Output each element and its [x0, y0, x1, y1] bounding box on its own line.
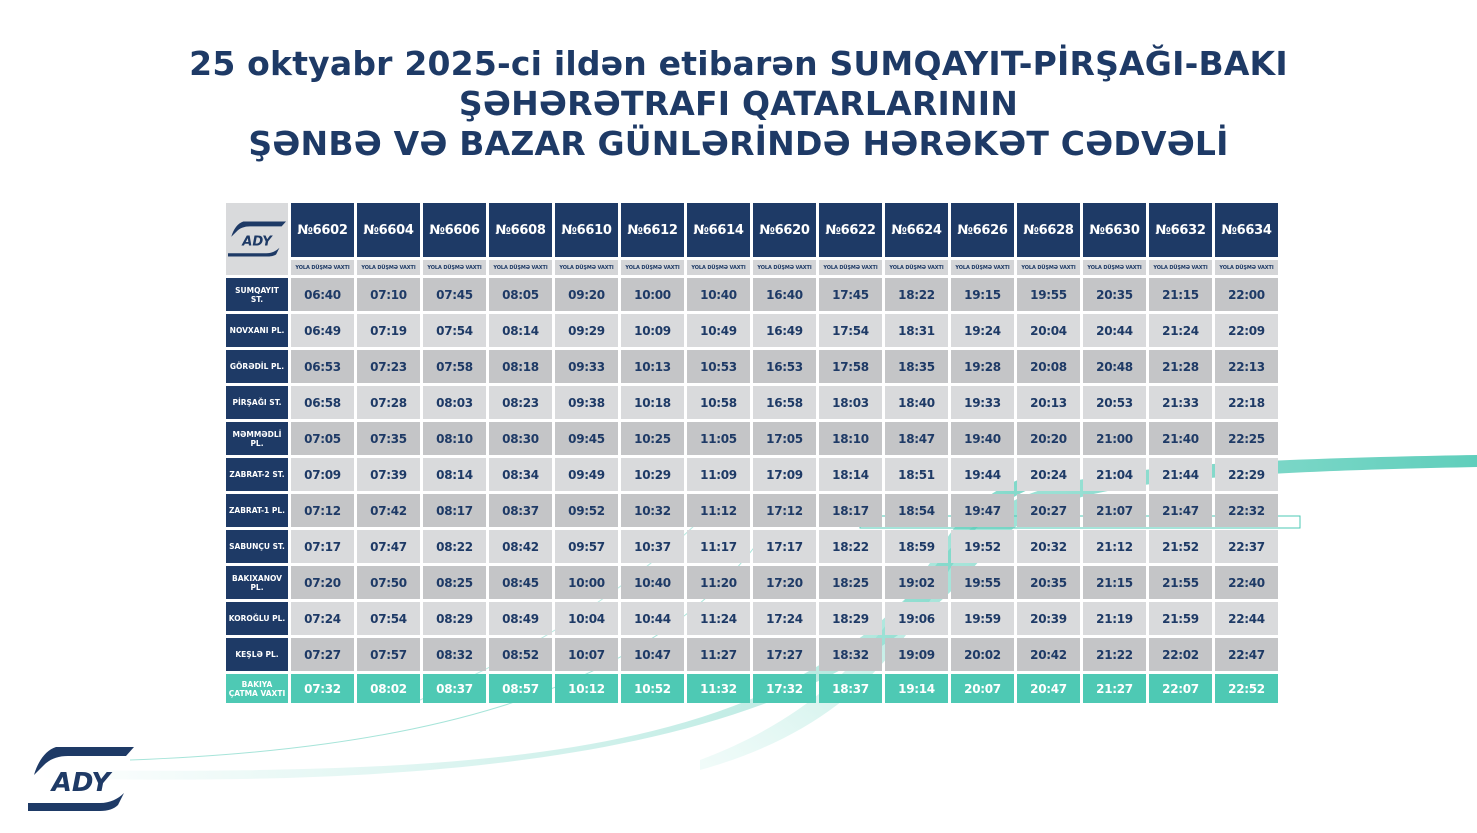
arrival-time-cell: 08:02	[357, 674, 420, 703]
svg-text:ADY: ADY	[242, 234, 272, 250]
departure-time-label: YOLA DÜŞMƏ VAXTI	[951, 260, 1014, 275]
station-name: ZABRAT-2 ST.	[226, 458, 288, 491]
departure-time-cell: 20:04	[1017, 314, 1080, 347]
departure-time-label: YOLA DÜŞMƏ VAXTI	[687, 260, 750, 275]
departure-time-cell: 10:40	[621, 566, 684, 599]
departure-time-cell: 16:53	[753, 350, 816, 383]
departure-time-cell: 07:17	[291, 530, 354, 563]
departure-time-cell: 17:17	[753, 530, 816, 563]
departure-time-cell: 21:12	[1083, 530, 1146, 563]
departure-time-cell: 08:32	[423, 638, 486, 671]
departure-time-cell: 20:53	[1083, 386, 1146, 419]
timetable	[226, 203, 1278, 703]
departure-time-cell: 19:40	[951, 422, 1014, 455]
departure-time-cell: 17:27	[753, 638, 816, 671]
train-number-header: №6624	[885, 203, 948, 257]
arrival-label: BAKIYA ÇATMA VAXTI	[226, 674, 288, 703]
arrival-time-cell: 22:07	[1149, 674, 1212, 703]
departure-time-cell: 07:58	[423, 350, 486, 383]
departure-time-label: YOLA DÜŞMƏ VAXTI	[489, 260, 552, 275]
departure-time-cell: 17:05	[753, 422, 816, 455]
departure-time-cell: 21:07	[1083, 494, 1146, 527]
station-name: SUMQAYIT ST.	[226, 278, 288, 311]
departure-time-cell: 09:52	[555, 494, 618, 527]
departure-time-cell: 21:33	[1149, 386, 1212, 419]
departure-time-label: YOLA DÜŞMƏ VAXTI	[357, 260, 420, 275]
departure-time-cell: 22:40	[1215, 566, 1278, 599]
departure-time-cell: 19:55	[951, 566, 1014, 599]
departure-time-label: YOLA DÜŞMƏ VAXTI	[621, 260, 684, 275]
departure-time-cell: 11:05	[687, 422, 750, 455]
departure-time-cell: 18:31	[885, 314, 948, 347]
departure-time-cell: 18:22	[819, 530, 882, 563]
schedule-title	[0, 44, 1477, 164]
departure-time-cell: 06:49	[291, 314, 354, 347]
departure-time-cell: 19:15	[951, 278, 1014, 311]
departure-time-cell: 22:32	[1215, 494, 1278, 527]
departure-time-cell: 22:29	[1215, 458, 1278, 491]
departure-time-label: YOLA DÜŞMƏ VAXTI	[555, 260, 618, 275]
departure-time-cell: 10:49	[687, 314, 750, 347]
departure-time-cell: 20:35	[1017, 566, 1080, 599]
departure-time-cell: 19:09	[885, 638, 948, 671]
departure-time-cell: 22:18	[1215, 386, 1278, 419]
arrival-time-cell: 11:32	[687, 674, 750, 703]
departure-time-cell: 22:00	[1215, 278, 1278, 311]
arrival-time-cell: 10:12	[555, 674, 618, 703]
departure-time-cell: 20:39	[1017, 602, 1080, 635]
departure-time-cell: 20:13	[1017, 386, 1080, 419]
ady-logo-icon	[228, 219, 286, 259]
departure-time-cell: 08:52	[489, 638, 552, 671]
departure-time-cell: 07:05	[291, 422, 354, 455]
train-number-header: №6622	[819, 203, 882, 257]
departure-time-cell: 19:55	[1017, 278, 1080, 311]
departure-time-label: YOLA DÜŞMƏ VAXTI	[885, 260, 948, 275]
departure-time-cell: 08:17	[423, 494, 486, 527]
departure-time-cell: 18:29	[819, 602, 882, 635]
departure-time-cell: 16:58	[753, 386, 816, 419]
departure-time-cell: 19:59	[951, 602, 1014, 635]
train-number-header: №6628	[1017, 203, 1080, 257]
departure-time-cell: 18:10	[819, 422, 882, 455]
departure-time-cell: 18:54	[885, 494, 948, 527]
arrival-time-cell: 20:07	[951, 674, 1014, 703]
departure-time-cell: 07:09	[291, 458, 354, 491]
departure-time-cell: 10:47	[621, 638, 684, 671]
departure-time-cell: 10:00	[621, 278, 684, 311]
departure-time-cell: 09:45	[555, 422, 618, 455]
departure-time-cell: 07:28	[357, 386, 420, 419]
departure-time-cell: 21:19	[1083, 602, 1146, 635]
departure-time-cell: 08:03	[423, 386, 486, 419]
station-name: BAKIXANOV PL.	[226, 566, 288, 599]
departure-time-cell: 10:18	[621, 386, 684, 419]
departure-time-cell: 21:40	[1149, 422, 1212, 455]
departure-time-cell: 06:53	[291, 350, 354, 383]
departure-time-cell: 18:32	[819, 638, 882, 671]
departure-time-cell: 20:24	[1017, 458, 1080, 491]
departure-time-cell: 18:25	[819, 566, 882, 599]
station-name: KOROĞLU PL.	[226, 602, 288, 635]
train-number-header: №6630	[1083, 203, 1146, 257]
departure-time-cell: 20:44	[1083, 314, 1146, 347]
departure-time-cell: 21:59	[1149, 602, 1212, 635]
departure-time-cell: 10:13	[621, 350, 684, 383]
arrival-time-cell: 20:47	[1017, 674, 1080, 703]
departure-time-cell: 20:42	[1017, 638, 1080, 671]
departure-time-cell: 09:38	[555, 386, 618, 419]
station-name: SABUNÇU ST.	[226, 530, 288, 563]
title-line-3: ŞƏNBƏ VƏ BAZAR GÜNLƏRİNDƏ HƏRƏKƏT CƏDVƏLİ	[248, 124, 1229, 163]
train-number-header: №6604	[357, 203, 420, 257]
departure-time-cell: 17:24	[753, 602, 816, 635]
departure-time-cell: 07:50	[357, 566, 420, 599]
departure-time-cell: 19:02	[885, 566, 948, 599]
train-number-header: №6610	[555, 203, 618, 257]
departure-time-cell: 19:44	[951, 458, 1014, 491]
departure-time-cell: 19:06	[885, 602, 948, 635]
departure-time-cell: 07:10	[357, 278, 420, 311]
departure-time-cell: 10:37	[621, 530, 684, 563]
departure-time-cell: 07:27	[291, 638, 354, 671]
departure-time-cell: 19:28	[951, 350, 1014, 383]
departure-time-cell: 18:47	[885, 422, 948, 455]
station-name: PİRŞAĞI ST.	[226, 386, 288, 419]
departure-time-cell: 21:55	[1149, 566, 1212, 599]
departure-time-label: YOLA DÜŞMƏ VAXTI	[1215, 260, 1278, 275]
departure-time-cell: 09:33	[555, 350, 618, 383]
departure-time-cell: 18:40	[885, 386, 948, 419]
departure-time-cell: 18:14	[819, 458, 882, 491]
departure-time-cell: 20:35	[1083, 278, 1146, 311]
departure-time-cell: 18:51	[885, 458, 948, 491]
departure-time-cell: 08:29	[423, 602, 486, 635]
departure-time-cell: 18:35	[885, 350, 948, 383]
departure-time-label: YOLA DÜŞMƏ VAXTI	[423, 260, 486, 275]
departure-time-cell: 07:57	[357, 638, 420, 671]
departure-time-cell: 07:54	[423, 314, 486, 347]
departure-time-cell: 17:12	[753, 494, 816, 527]
station-name: MƏMMƏDLİ PL.	[226, 422, 288, 455]
departure-time-cell: 21:28	[1149, 350, 1212, 383]
station-name: KEŞLƏ PL.	[226, 638, 288, 671]
departure-time-cell: 21:00	[1083, 422, 1146, 455]
departure-time-cell: 08:10	[423, 422, 486, 455]
departure-time-cell: 07:47	[357, 530, 420, 563]
departure-time-cell: 21:04	[1083, 458, 1146, 491]
departure-time-cell: 22:37	[1215, 530, 1278, 563]
departure-time-cell: 20:32	[1017, 530, 1080, 563]
departure-time-cell: 08:25	[423, 566, 486, 599]
departure-time-cell: 20:27	[1017, 494, 1080, 527]
departure-time-cell: 08:18	[489, 350, 552, 383]
departure-time-cell: 11:09	[687, 458, 750, 491]
departure-time-cell: 08:14	[489, 314, 552, 347]
departure-time-cell: 20:02	[951, 638, 1014, 671]
departure-time-cell: 18:03	[819, 386, 882, 419]
arrival-time-cell: 21:27	[1083, 674, 1146, 703]
departure-time-cell: 08:34	[489, 458, 552, 491]
departure-time-cell: 19:47	[951, 494, 1014, 527]
departure-time-cell: 21:47	[1149, 494, 1212, 527]
train-number-header: №6608	[489, 203, 552, 257]
departure-time-label: YOLA DÜŞMƏ VAXTI	[291, 260, 354, 275]
departure-time-cell: 07:23	[357, 350, 420, 383]
departure-time-cell: 10:04	[555, 602, 618, 635]
departure-time-cell: 10:29	[621, 458, 684, 491]
departure-time-cell: 17:45	[819, 278, 882, 311]
departure-time-label: YOLA DÜŞMƏ VAXTI	[1083, 260, 1146, 275]
departure-time-cell: 21:22	[1083, 638, 1146, 671]
departure-time-cell: 21:15	[1149, 278, 1212, 311]
departure-time-label: YOLA DÜŞMƏ VAXTI	[753, 260, 816, 275]
departure-time-cell: 22:25	[1215, 422, 1278, 455]
departure-time-cell: 07:39	[357, 458, 420, 491]
departure-time-cell: 07:54	[357, 602, 420, 635]
departure-time-cell: 20:48	[1083, 350, 1146, 383]
departure-time-label: YOLA DÜŞMƏ VAXTI	[1149, 260, 1212, 275]
departure-time-cell: 08:42	[489, 530, 552, 563]
arrival-time-cell: 22:52	[1215, 674, 1278, 703]
footer-logo	[28, 747, 134, 811]
departure-time-cell: 16:40	[753, 278, 816, 311]
departure-time-cell: 10:53	[687, 350, 750, 383]
departure-time-cell: 11:17	[687, 530, 750, 563]
departure-time-cell: 07:42	[357, 494, 420, 527]
departure-time-cell: 10:07	[555, 638, 618, 671]
departure-time-cell: 07:35	[357, 422, 420, 455]
departure-time-cell: 07:12	[291, 494, 354, 527]
title-line-2: ŞƏHƏRƏTRAFI QATARLARININ	[458, 84, 1019, 123]
departure-time-cell: 19:33	[951, 386, 1014, 419]
departure-time-cell: 06:40	[291, 278, 354, 311]
arrival-time-cell: 08:57	[489, 674, 552, 703]
departure-time-cell: 11:27	[687, 638, 750, 671]
departure-time-cell: 17:09	[753, 458, 816, 491]
departure-time-cell: 17:20	[753, 566, 816, 599]
departure-time-cell: 09:57	[555, 530, 618, 563]
departure-time-cell: 11:20	[687, 566, 750, 599]
departure-time-label: YOLA DÜŞMƏ VAXTI	[1017, 260, 1080, 275]
train-number-header: №6634	[1215, 203, 1278, 257]
departure-time-cell: 09:29	[555, 314, 618, 347]
arrival-time-cell: 08:37	[423, 674, 486, 703]
departure-time-cell: 08:37	[489, 494, 552, 527]
station-name: NOVXANI PL.	[226, 314, 288, 347]
train-number-header: №6612	[621, 203, 684, 257]
departure-time-cell: 21:44	[1149, 458, 1212, 491]
departure-time-cell: 10:58	[687, 386, 750, 419]
departure-time-cell: 06:58	[291, 386, 354, 419]
ady-logo-icon	[28, 747, 134, 811]
departure-time-cell: 11:24	[687, 602, 750, 635]
departure-time-cell: 19:24	[951, 314, 1014, 347]
station-name: ZABRAT-1 PL.	[226, 494, 288, 527]
departure-time-cell: 18:59	[885, 530, 948, 563]
arrival-time-cell: 07:32	[291, 674, 354, 703]
train-number-header: №6602	[291, 203, 354, 257]
departure-time-cell: 22:13	[1215, 350, 1278, 383]
departure-time-cell: 08:45	[489, 566, 552, 599]
departure-time-cell: 10:44	[621, 602, 684, 635]
train-number-header: №6606	[423, 203, 486, 257]
arrival-time-cell: 19:14	[885, 674, 948, 703]
departure-time-cell: 09:49	[555, 458, 618, 491]
departure-time-cell: 21:24	[1149, 314, 1212, 347]
departure-time-cell: 22:09	[1215, 314, 1278, 347]
arrival-time-cell: 10:52	[621, 674, 684, 703]
departure-time-label: YOLA DÜŞMƏ VAXTI	[819, 260, 882, 275]
title-line-1: 25 oktyabr 2025-ci ildən etibarən SUMQAYIT-PİRŞAĞI-BAKI	[189, 44, 1288, 83]
departure-time-cell: 10:25	[621, 422, 684, 455]
departure-time-cell: 18:17	[819, 494, 882, 527]
station-name: GÖRƏDİL PL.	[226, 350, 288, 383]
departure-time-cell: 08:14	[423, 458, 486, 491]
departure-time-cell: 07:20	[291, 566, 354, 599]
train-number-header: №6614	[687, 203, 750, 257]
departure-time-cell: 16:49	[753, 314, 816, 347]
departure-time-cell: 11:12	[687, 494, 750, 527]
train-number-header: №6620	[753, 203, 816, 257]
departure-time-cell: 18:22	[885, 278, 948, 311]
departure-time-cell: 20:08	[1017, 350, 1080, 383]
arrival-time-cell: 17:32	[753, 674, 816, 703]
departure-time-cell: 10:09	[621, 314, 684, 347]
departure-time-cell: 07:24	[291, 602, 354, 635]
departure-time-cell: 08:22	[423, 530, 486, 563]
table-logo	[226, 203, 288, 275]
departure-time-cell: 17:58	[819, 350, 882, 383]
departure-time-cell: 07:45	[423, 278, 486, 311]
departure-time-cell: 08:05	[489, 278, 552, 311]
departure-time-cell: 22:44	[1215, 602, 1278, 635]
departure-time-cell: 08:30	[489, 422, 552, 455]
departure-time-cell: 09:20	[555, 278, 618, 311]
train-number-header: №6626	[951, 203, 1014, 257]
svg-text:ADY: ADY	[51, 768, 111, 798]
departure-time-cell: 10:40	[687, 278, 750, 311]
departure-time-cell: 22:47	[1215, 638, 1278, 671]
departure-time-cell: 19:52	[951, 530, 1014, 563]
departure-time-cell: 22:02	[1149, 638, 1212, 671]
departure-time-cell: 21:15	[1083, 566, 1146, 599]
departure-time-cell: 17:54	[819, 314, 882, 347]
departure-time-cell: 08:23	[489, 386, 552, 419]
departure-time-cell: 20:20	[1017, 422, 1080, 455]
train-number-header: №6632	[1149, 203, 1212, 257]
departure-time-cell: 10:00	[555, 566, 618, 599]
arrival-time-cell: 18:37	[819, 674, 882, 703]
departure-time-cell: 21:52	[1149, 530, 1212, 563]
departure-time-cell: 10:32	[621, 494, 684, 527]
departure-time-cell: 07:19	[357, 314, 420, 347]
departure-time-cell: 08:49	[489, 602, 552, 635]
